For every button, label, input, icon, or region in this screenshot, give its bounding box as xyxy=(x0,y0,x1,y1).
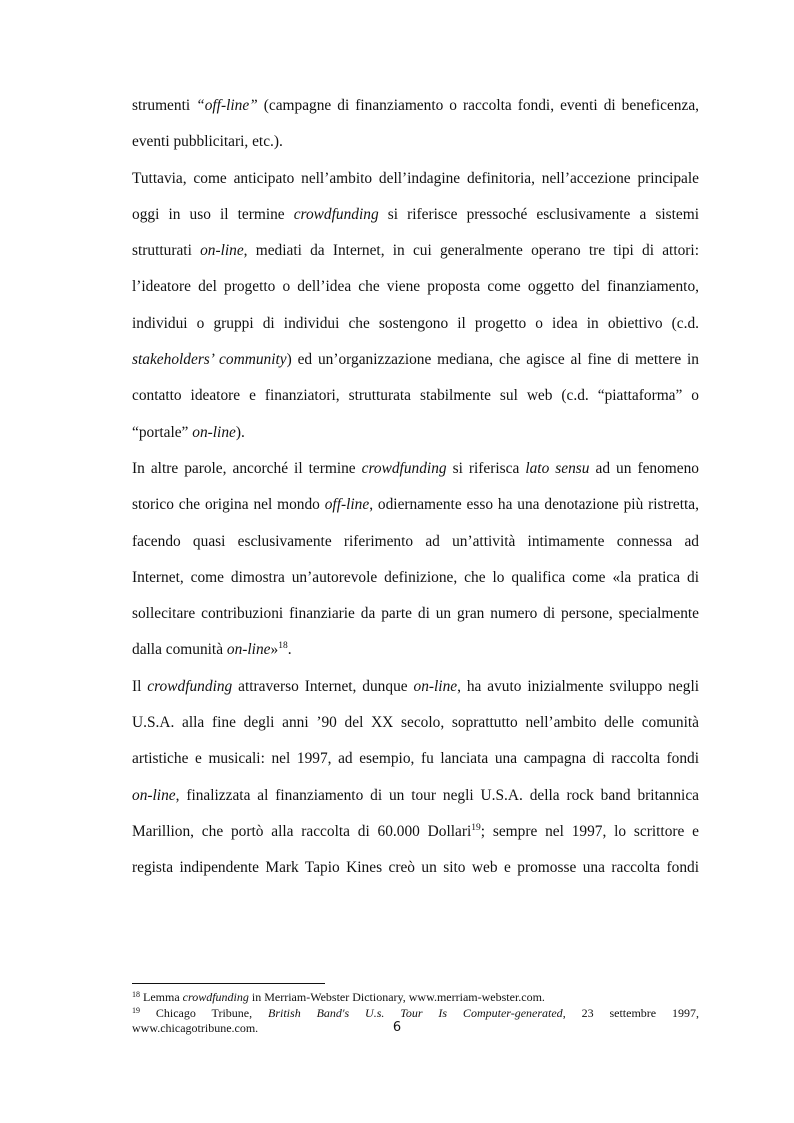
body-line: In altre parole, ancorché il termine crowdfunding si riferisca lato sensu ad un fenomeno xyxy=(132,459,699,477)
body-line: stakeholders’ community) ed un’organizzazione mediana, che agisce al fine di mettere in xyxy=(132,351,699,369)
body-line: Marillion, che portò alla raccolta di 60.000 Dollari$^{19}$; sempre nel 1997, lo scrittore e xyxy=(132,822,699,840)
body-line: l’ideatore del progetto o dell’idea che viene proposta come oggetto del finanziamento, xyxy=(132,278,699,296)
body-line: sollecitare contribuzioni finanziarie da parte di un gran numero di persone, specialmente xyxy=(132,605,699,623)
body-line: dalla comunità on-line»$^{18}$. xyxy=(132,641,292,659)
body-line: strutturati on-line, mediati da Internet, in cui generalmente operano tre tipi di attori: xyxy=(132,242,699,260)
body-line: Tuttavia, come anticipato nell’ambito dell’indagine definitoria, nell’accezione principale xyxy=(132,169,699,187)
body-line: “portale” on-line). xyxy=(132,423,245,441)
body-line: U.S.A. alla fine degli anni ’90 del XX secolo, soprattutto nell’ambito delle comunità xyxy=(132,714,699,732)
body-line: eventi pubblicitari, etc.). xyxy=(132,133,283,151)
footnote-19-continued: www.chicagotribune.com. xyxy=(132,1021,259,1035)
body-line: on-line, finalizzata al finanziamento di un tour negli U.S.A. della rock band britannica xyxy=(132,786,699,804)
footnote-separator xyxy=(132,983,325,984)
page-number: 6 xyxy=(392,1020,402,1035)
body-line: oggi in uso il termine crowdfunding si riferisce pressoché esclusivamente a sistemi xyxy=(132,205,699,223)
body-line: individui o gruppi di individui che sostengono il progetto o idea in obiettivo (c.d. xyxy=(132,314,699,332)
body-line: strumenti “off-line” (campagne di finanziamento o raccolta fondi, eventi di beneficenza, xyxy=(132,97,699,114)
body-line: Internet, come dimostra un’autorevole definizione, che lo qualifica come «la pratica di xyxy=(132,568,699,586)
body-line: storico che origina nel mondo off-line, odiernamente esso ha una denotazione più ristretta, xyxy=(132,496,699,514)
footnote-18: $^{18}$ Lemma crowdfunding in Merriam-Webster Dictionary, www.merriam-webster.com. xyxy=(132,990,545,1004)
footnote-19: $^{19}$ Chicago Tribune, British Band's U.s. Tour Is Computer-generated, 23 settembre 1997, xyxy=(132,1005,699,1020)
body-line: artistiche e musicali: nel 1997, ad esempio, fu lanciata una campagna di raccolta fondi xyxy=(132,750,699,768)
body-line: contatto ideatore e finanziatori, strutturata stabilmente sul web (c.d. “piattaforma” o xyxy=(132,387,699,405)
body-text xyxy=(132,88,699,887)
body-line: Il crowdfunding attraverso Internet, dunque on-line, ha avuto inizialmente sviluppo negli xyxy=(132,677,699,695)
footnote-ref[interactable]: 18 xyxy=(278,641,288,652)
footnote-ref[interactable]: 19 xyxy=(471,822,481,833)
body-line: facendo quasi esclusivamente riferimento ad un’attività intimamente connessa ad xyxy=(132,532,699,550)
body-line: regista indipendente Mark Tapio Kines creò un sito web e promosse una raccolta fondi xyxy=(132,859,699,877)
